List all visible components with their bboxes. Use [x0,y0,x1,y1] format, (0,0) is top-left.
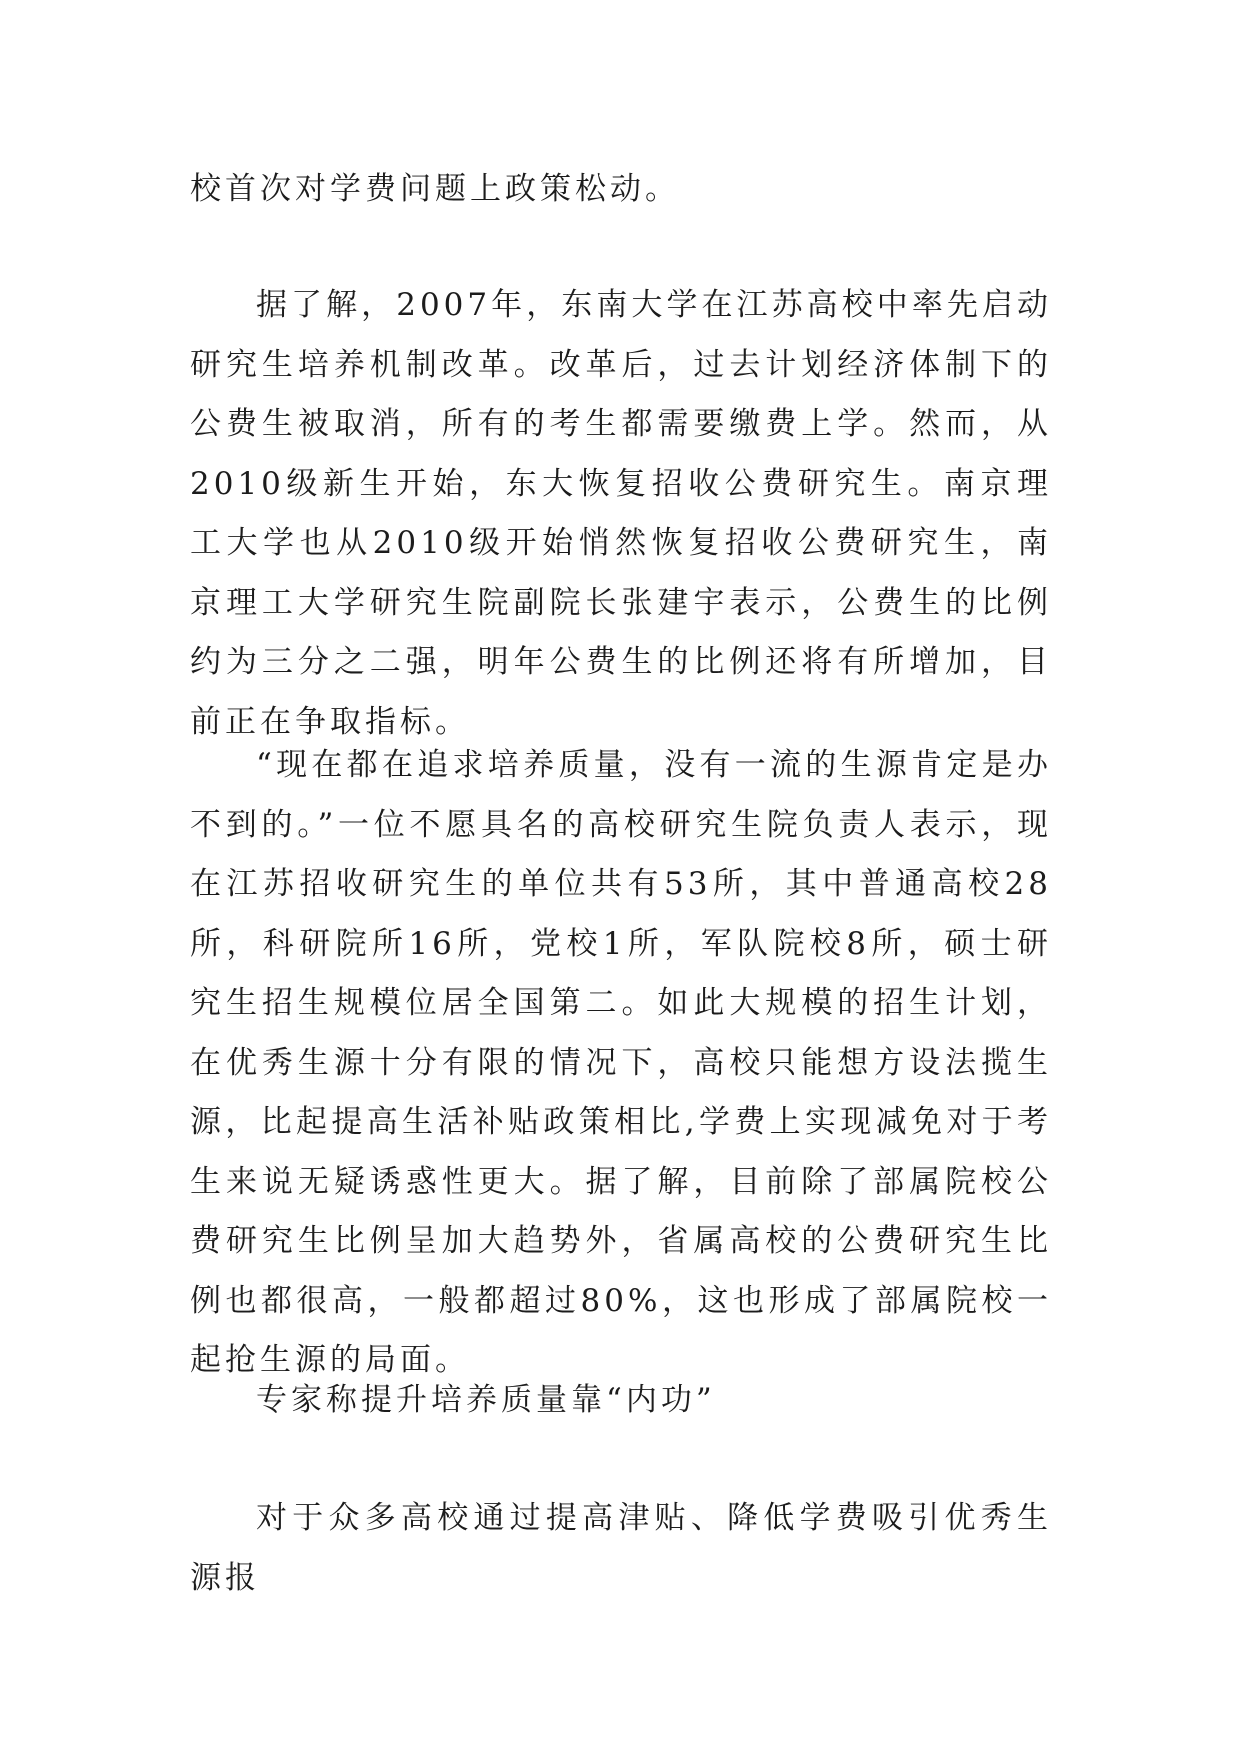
section-heading: 专家称提升培养质量靠“内功” [256,1382,716,1418]
paragraph: 对于众多高校通过提高津贴、降低学费吸引优秀生源报 [190,1500,1052,1596]
paragraph: “现在都在追求培养质量，没有一流的生源肯定是办不到的。”一位不愿具名的高校研究生院负责人表示，现在江苏招收研究生的单位共有53所，其中普通高校28所，科研院所16所，党校1所，军队院校8所，硕士研究生招生规模位居全国第二。如此大规模的招生计划，在优秀生源十分有限的情况下，高校只能想方设法揽生源，比起提高生活补贴政策相比,学费上实现减免对于考生来说无疑诱惑性更大。据了解，目前除了部属院校公费研究生比例呈加大趋势外，省属高校的公费研究生比例也都很高，一般都超过80%，这也形成了部属院校一起抢生源的局面。 [190,747,1052,1378]
paragraph: 据了解，2007年，东南大学在江苏高校中率先启动研究生培养机制改革。改革后，过去计划经济体制下的公费生被取消，所有的考生都需要缴费上学。然而，从2010级新生开始，东大恢复招收公费研究生。南京理工大学也从2010级开始悄然恢复招收公费研究生，南京理工大学研究生院副院长张建宇表示，公费生的比例约为三分之二强，明年公费生的比例还将有所增加，目前正在争取指标。 [190,287,1052,740]
paragraph: 校首次对学费问题上政策松动。 [190,171,680,207]
